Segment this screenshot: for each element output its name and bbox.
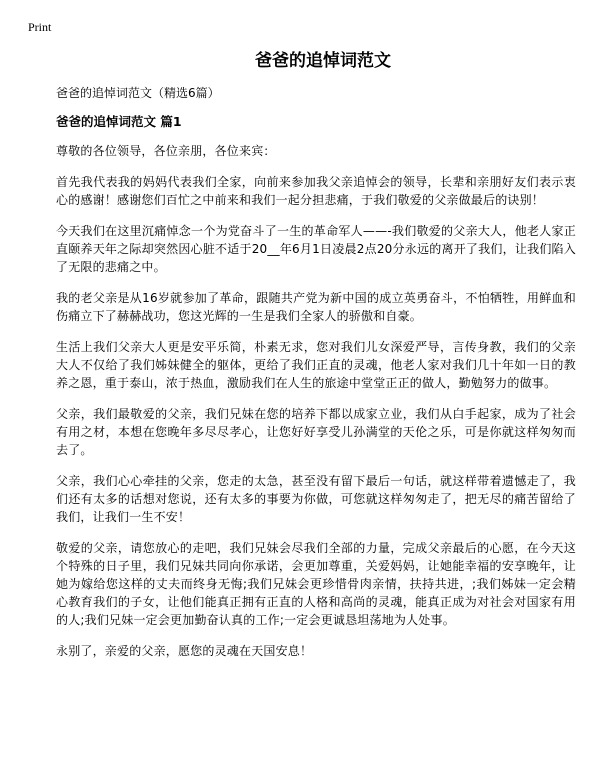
body-paragraph: 敬爱的父亲，请您放心的走吧，我们兄妹会尽我们全部的力量，完成父亲最后的心愿，在今天这个特殊的日子里，我们兄妹共同向你承诺，会更加尊重，关爱妈妈，让她能幸福的安享晚年，让她为嫁给您这样的丈夫而终身无悔;我们兄妹会更珍惜骨肉亲情，扶持共进，;我们姊妹一定会精心教育我们的子女，让他们能真正拥有正直的人格和高尚的灵魂，能真正成为对社会对国家有用的人;我们兄妹一定会更加勤奋认真的工作;一定会更诚恳坦荡地为人处事。 [56,541,576,627]
document-page [56,50,576,660]
body-paragraph: 我的老父亲是从16岁就参加了革命，跟随共产党为新中国的成立英勇奋斗，不怕牺牲，用鲜血和伤痛立下了赫赫战功，您这光辉的一生是我们全家人的骄傲和自豪。 [56,291,576,323]
section-heading: 爸爸的追悼词范文 篇1 [56,114,182,129]
body-paragraph: 首先我代表我的妈妈代表我们全家，向前来参加我父亲追悼会的领导，长辈和亲朋好友们表示衷心的感谢！感谢您们百忙之中前来和我们一起分担悲痛，于我们敬爱的父亲做最后的诀别！ [56,175,576,207]
print-label: Print [28,20,52,34]
body-paragraph: 父亲，我们心心牵挂的父亲，您走的太急，甚至没有留下最后一句话，就这样带着遗憾走了，我们还有太多的话想对您说，还有太多的事要为你做，可您就这样匆匆走了，把无尽的痛苦留给了我们，让我们一生不安！ [56,474,576,524]
document-title: 爸爸的追悼词范文 [255,51,391,71]
body-paragraph: 今天我们在这里沉痛悼念一个为党奋斗了一生的革命军人——-我们敬爱的父亲大人，他老人家正直颐养天年之际却突然因心脏不适于20__年6月1日凌晨2点20分永远的离开了我们，让我们陷入了无限的悲痛之中。 [56,224,576,274]
body-paragraph: 父亲，我们最敬爱的父亲，我们兄妹在您的培养下都以成家立业，我们从白手起家，成为了社会有用之材，本想在您晚年多尽尽孝心，让您好好享受儿孙满堂的天伦之乐，可是你就这样匆匆而去了。 [56,407,576,457]
greeting-paragraph: 尊敬的各位领导，各位亲朋，各位来宾： [56,144,276,158]
body-paragraph: 生活上我们父亲大人更是安平乐简，朴素无求，您对我们儿女深爱严导，言传身教，我们的父亲大人不仅给了我们姊妹健全的躯体，更给了我们正直的灵魂，他老人家对我们几十年如一日的教养之恩，重于泰山，浓于热血，激励我们在人生的旅途中堂堂正正的做人，勤勉努力的做事。 [56,340,576,390]
closing-paragraph: 永别了，亲爱的父亲，愿您的灵魂在天国安息！ [56,644,313,658]
document-subtitle: 爸爸的追悼词范文（精选6篇） [56,86,220,100]
